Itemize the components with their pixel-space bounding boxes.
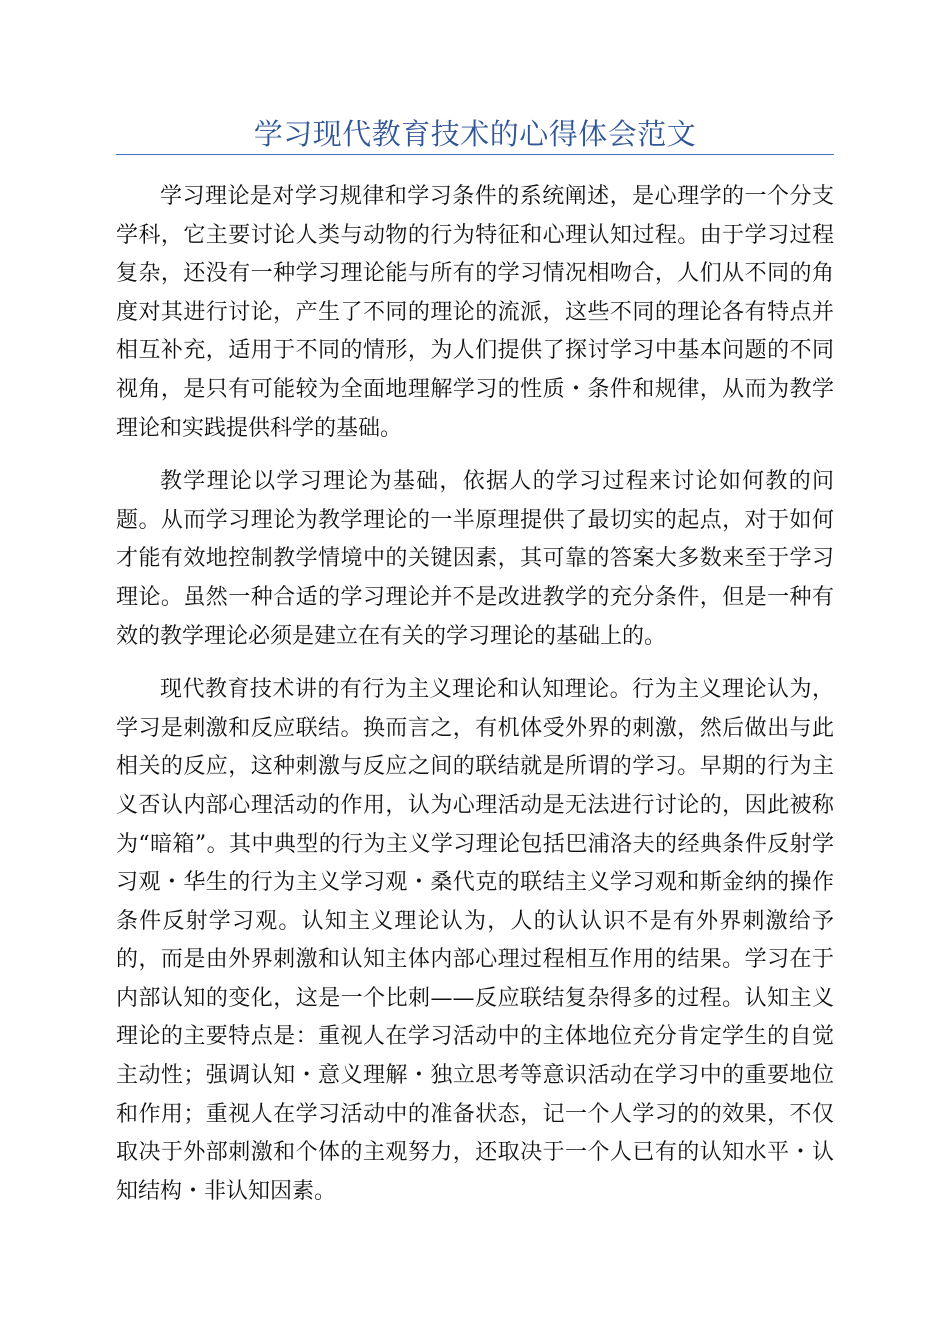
document-body xyxy=(116,178,834,1226)
paragraph-2: 教学理论以学习理论为基础，依据人的学习过程来讨论如何教的问题。从而学习理论为教学理论的一半原理提供了最切实的起点，对于如何才能有效地控制教学情境中的关键因素，其可靠的答案大多数来至于学习理论。虽然一种合适的学习理论并不是改进教学的充分条件，但是一种有效的教学理论必须是建立在有关的学习理论的基础上的。 xyxy=(116,469,834,649)
paragraph-3: 现代教育技术讲的有行为主义理论和认知理论。行为主义理论认为，学习是刺激和反应联结。换而言之，有机体受外界的刺激，然后做出与此相关的反应，这种刺激与反应之间的联结就是所谓的学习。早期的行为主义否认内部心理活动的作用，认为心理活动是无法进行讨论的，因此被称为“暗箱”。其中典型的行为主义学习理论包括巴浦洛夫的经典条件反射学习观・华生的行为主义学习观・桑代克的联结主义学习观和斯金纳的操作条件反射学习观。认知主义理论认为，人的认认识不是有外界刺激给予的，而是由外界刺激和认知主体内部心理过程相互作用的结果。学习在于内部认知的变化，这是一个比刺——反应联结复杂得多的过程。认知主义理论的主要特点是：重视人在学习活动中的主体地位充分肯定学生的自觉主动性；强调认知・意义理解・独立思考等意识活动在学习中的重要地位和作用；重视人在学习活动中的准备状态，记一个人学习的的效果，不仅取决于外部刺激和个体的主观努力，还取决于一个人已有的认知水平・认知结构・非认知因素。 xyxy=(116,677,834,1204)
title-underline-divider xyxy=(116,154,834,155)
paragraph-1: 学习理论是对学习规律和学习条件的系统阐述，是心理学的一个分支学科，它主要讨论人类与动物的行为特征和心理认知过程。由于学习过程复杂，还没有一种学习理论能与所有的学习情况相吻合，人们从不同的角度对其进行讨论，产生了不同的理论的流派，这些不同的理论各有特点并相互补充，适用于不同的情形，为人们提供了探讨学习中基本问题的不同视角，是只有可能较为全面地理解学习的性质・条件和规律，从而为教学理论和实践提供科学的基础。 xyxy=(116,184,834,441)
document-title: 学习现代教育技术的心得体会范文 xyxy=(253,117,697,151)
